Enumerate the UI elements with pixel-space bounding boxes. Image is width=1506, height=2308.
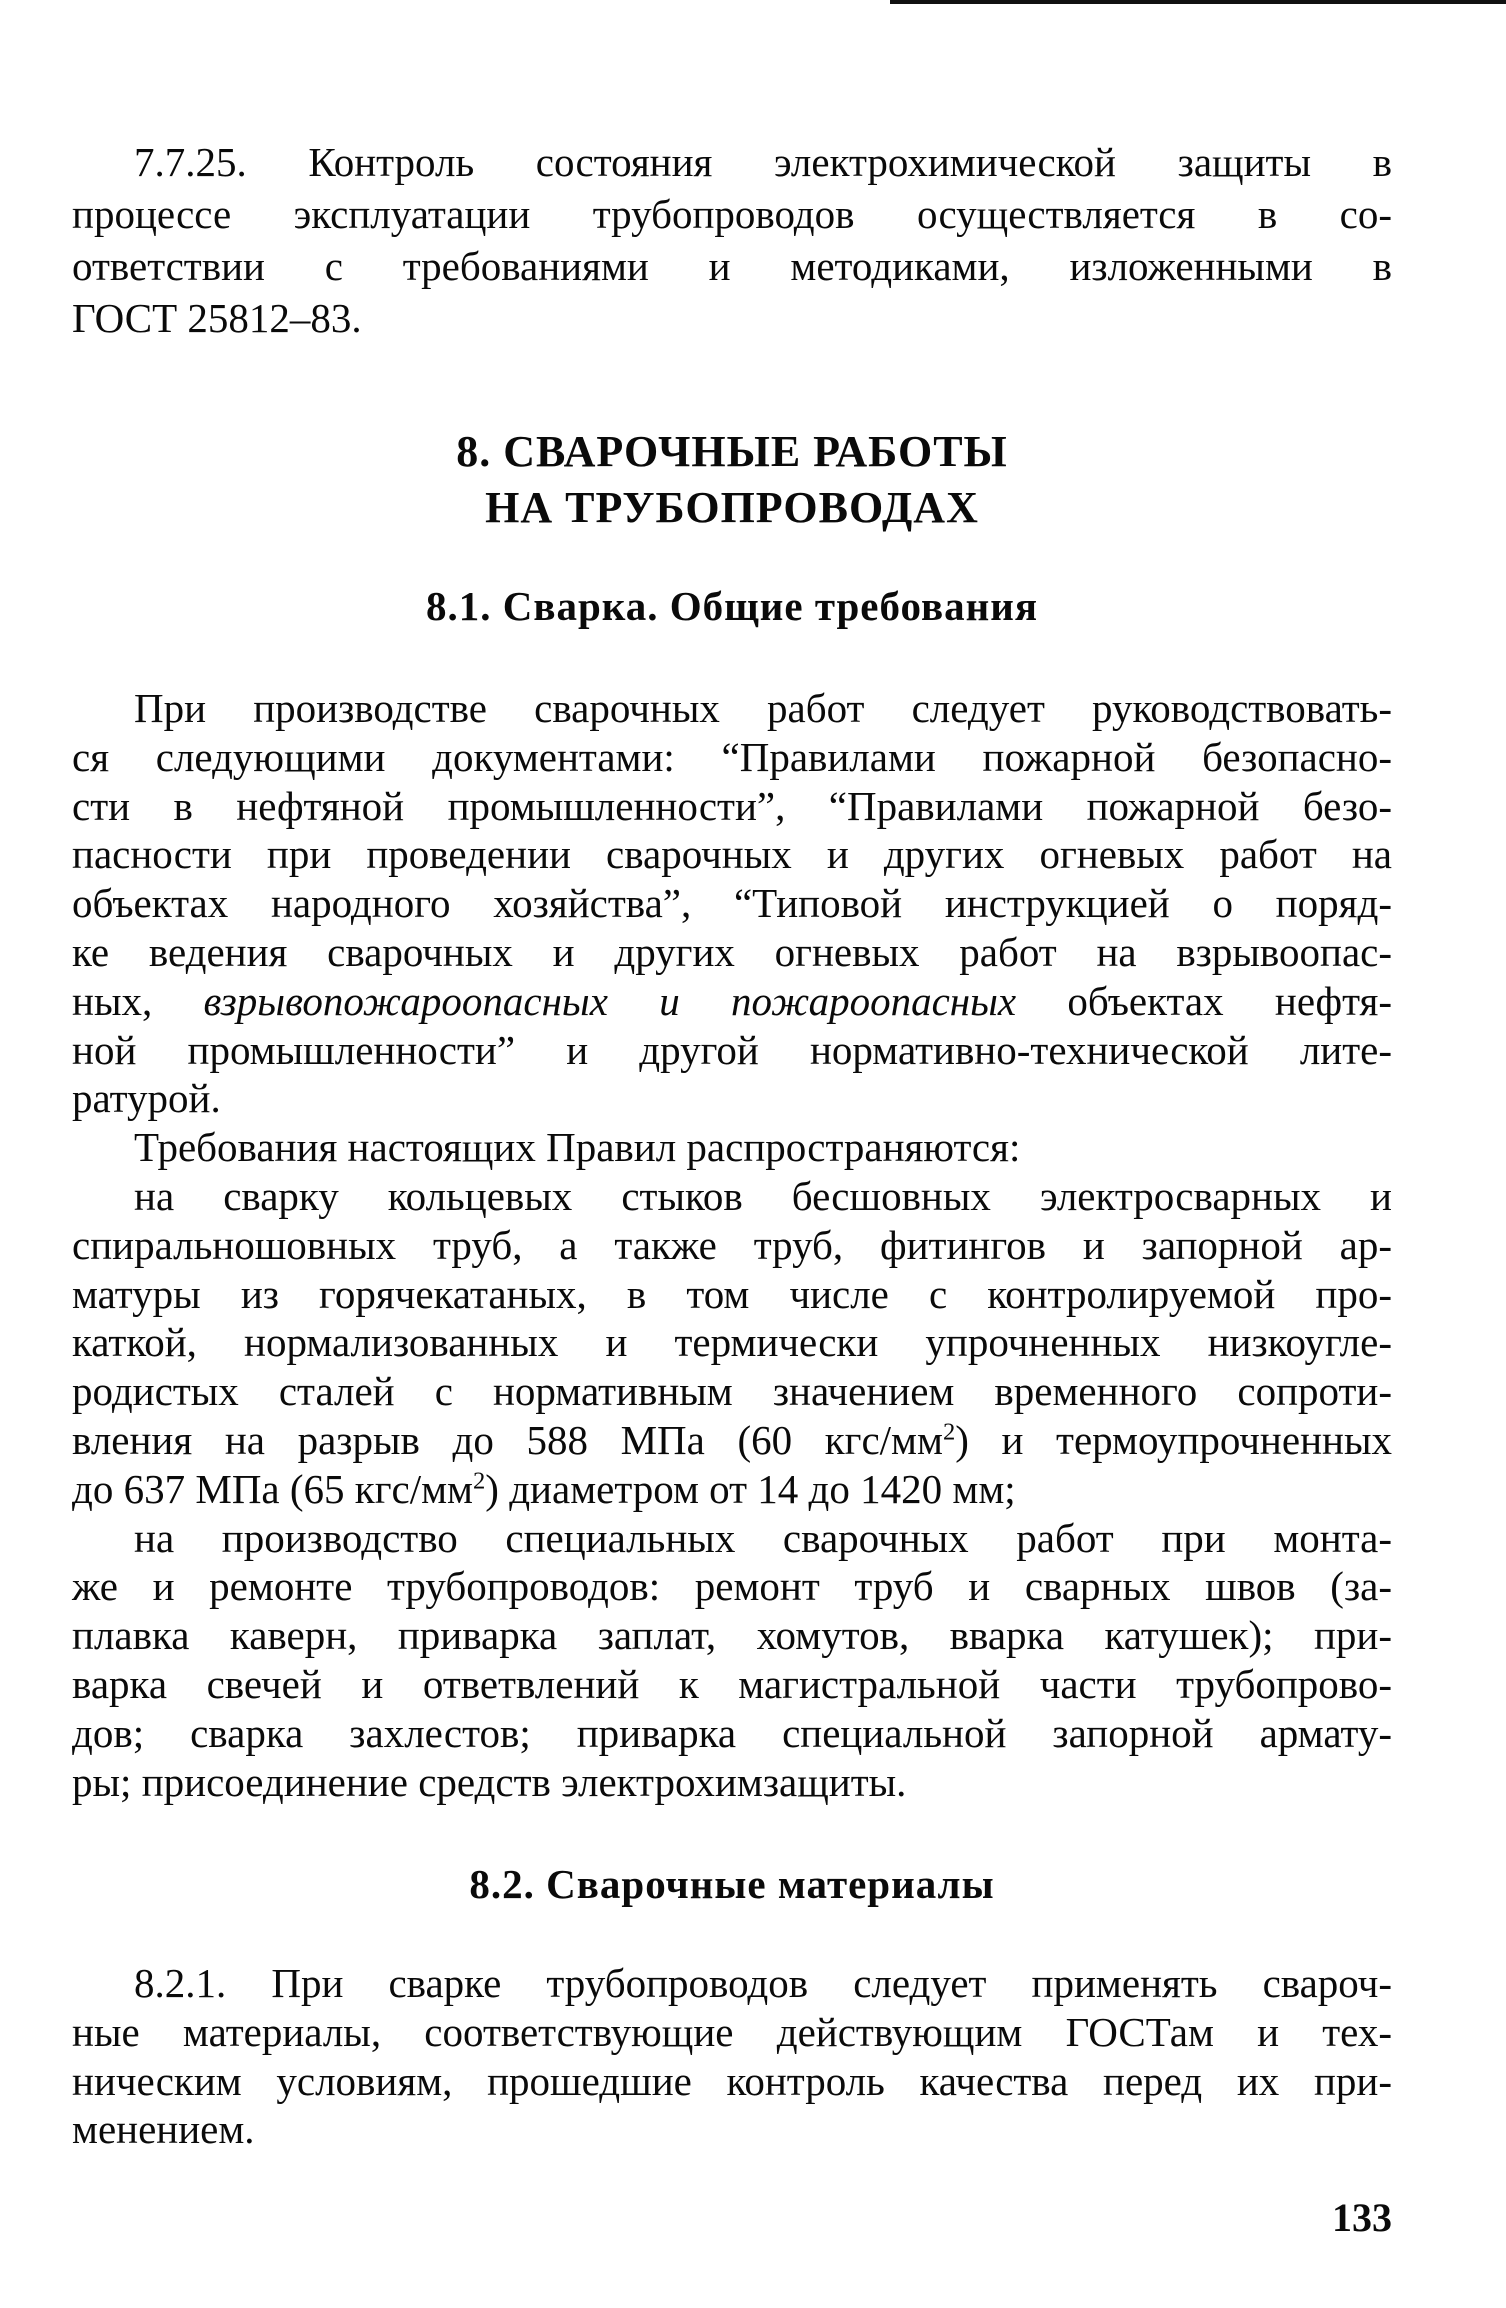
section-8-2-title: 8.2. Сварочные материалы [469,1861,995,1907]
paragraph [72,1514,1392,1807]
text-line: на производство специальных сварочных работ при монта- [134,1514,1392,1561]
paragraph [72,1123,1392,1172]
text-line: ответствии с требованиями и методиками, изложенными в [72,243,1392,289]
text-line: ке ведения сварочных и других огневых работ на взрывоопас- [72,928,1392,975]
section-8-title-line-1: 8. СВАРОЧНЫЕ РАБОТЫ [456,427,1008,476]
top-edge-rule [890,0,1506,4]
text-line: варка свечей и ответвлений к магистральной части трубопрово- [72,1660,1392,1707]
text-line: ническим условиям, прошедшие контроль качества перед их при- [72,2057,1392,2104]
text-line: 8.2.1. При сварке трубопроводов следует применять свароч- [134,1960,1392,2006]
text-line: же и ремонте трубопроводов: ремонт труб и сварных швов (за- [72,1563,1392,1610]
section-8-title-line-2: НА ТРУБОПРОВОДАХ [485,483,979,532]
text-segment: объектах нефтя- [1016,977,1392,1024]
text-line: ры; присоединение средств электрохимзащиты. [72,1758,907,1805]
text-line: матуры из горячекатаных, в том числе с контролируемой про- [72,1270,1392,1317]
text-line: 7.7.25. Контроль состояния электрохимической защиты в [134,139,1392,185]
text-line: спиральношовных труб, а также труб, фитингов и запорной ар- [72,1221,1392,1268]
text-line: сти в нефтяной промышленности”, “Правилами пожарной безо- [72,782,1392,829]
text-line: каткой, нормализованных и термически упрочненных низкоугле- [72,1319,1392,1366]
text-segment: взрывопожароопасных и пожароопасных [203,977,1017,1024]
text-segment: ) и термоупрочненных [955,1416,1392,1463]
text-line: ной промышленности” и другой нормативно-технической лите- [72,1026,1392,1073]
text-line: ные материалы, соответствующие действующим ГОСТам и тех- [72,2008,1392,2055]
text-line: дов; сварка захлестов; приварка специальной запорной армату- [72,1709,1392,1756]
text-line: на сварку кольцевых стыков бесшовных электросварных и [134,1172,1392,1219]
text-line: родистых сталей с нормативным значением временного сопроти- [72,1368,1392,1415]
paragraph-8-2-1 [72,1959,1392,2154]
text-line: При производстве сварочных работ следует руководствовать- [134,685,1392,731]
text-segment: ных, [72,977,204,1024]
paragraph [72,684,1392,1123]
superscript: 2 [942,1418,956,1446]
text-line: ратурой. [72,1075,221,1122]
paragraph-7-7-25 [72,136,1392,344]
section-8-title [72,424,1392,536]
text-line: ся следующими документами: “Правилами пожарной безопасно- [72,733,1392,780]
text-segment: вления на разрыв до 588 МПа (60 кгс/мм [72,1416,943,1463]
text-line: пасности при проведении сварочных и других огневых работ на [72,831,1392,878]
text-line: ГОСТ 25812–83. [72,295,362,341]
page-number: 133 [1332,2195,1392,2240]
text-line: объектах народного хозяйства”, “Типовой инструкцией о поряд- [72,880,1392,927]
text-line [72,977,1392,1026]
section-8-1-body [72,684,1392,1806]
text-line [72,1465,1392,1514]
text-line: плавка каверн, приварка заплат, хомутов, вварка катушек); при- [72,1612,1392,1659]
section-8-1-title: 8.1. Сварка. Общие требования [425,583,1039,629]
text-segment: ) диаметром от 14 до 1420 мм; [485,1465,1016,1512]
superscript: 2 [473,1467,486,1495]
text-line [72,1416,1392,1465]
text-line: менением. [72,2106,255,2153]
text-segment: до 637 МПа (65 кгс/мм [72,1465,473,1512]
text-line: Требования настоящих Правил распространяются: [134,1124,1021,1171]
text-line: процессе эксплуатации трубопроводов осуществляется в со- [72,191,1392,237]
paragraph [72,1172,1392,1514]
